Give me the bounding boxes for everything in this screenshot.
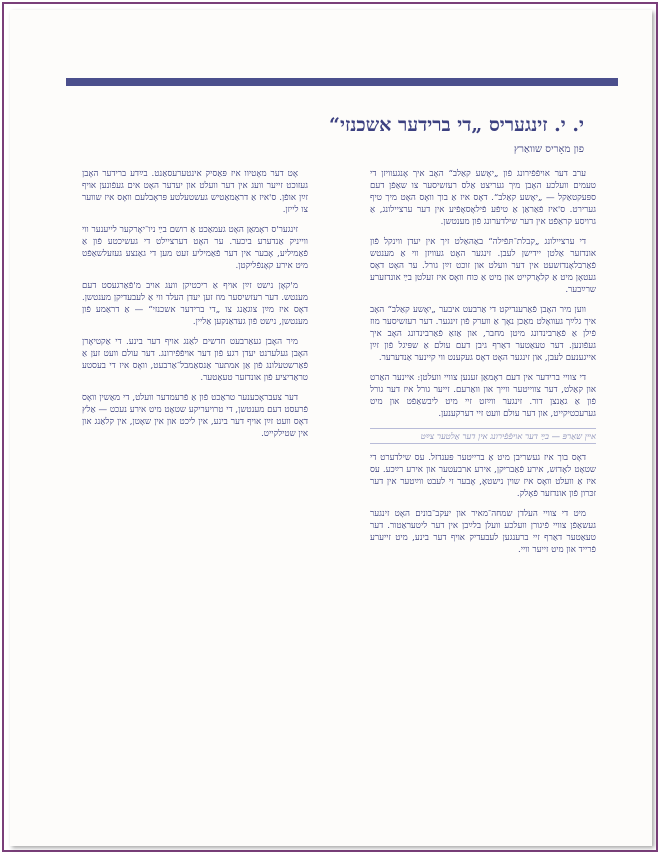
faded-caption: אײן שאַרפּ — בײַ דער אויפֿפֿירונג אין דער אַלטער צײַט: [370, 428, 596, 444]
paragraph: ערב דער אויפֿפֿירונג פֿון „יאָשע קאַלב“ האָב איך אָנגעוויזן די טעמים וועלכע האָבן מיך געריצט אַלס רעזשיסער צו שאַפֿן דעם ספּעקטאַקל — „יאָשע קאַלב“. דאָס איז אַ בוך וואָס האָט מיך טיף גערירט. ס'איז פֿאַראַן אַ טיפֿע פֿילאָסאָפֿיע אין דער ערציילונג, אַ גרויסע קראַפֿט אין דער שילדערונג פֿון מענטשן.: [370, 169, 596, 227]
paragraph: די צוויי ברידער אין דעם ראָמאַן זענען צוויי וועלטן: איינער האַרט און קאַלט, דער צווייטער ווייך און וואַרעם. זייער גורל איז דער גורל פֿון אַ גאַנצן דור. זינגער ווײַזט זיי מיט ליבשאַפֿט און מיט גערעכטיקייט, און דער עולם וועט זיי דערקענען.: [370, 373, 596, 419]
paragraph: דער צעבראָכענער טראַכט פֿון אַ פֿרעמדער וועלט, די מאַשין וואָס פֿרעסט דעם מענטשן, די טרויעריקע שטאָט מיט אירע נעכט — אַלץ דאָס וועט זײַן אויף דער בינע, אין ליכט און אין שאָטן, אין קלאַנג און אין שטילקייט.: [82, 393, 308, 439]
paragraph: אָט דער מאָטיוו איז פּאַסיק אינטערעסאַנט. בײַדע ברידער האָבן געזוכט זייער וועג אין דער וועלט און יעדער האָט אים געפֿונען אויף זײַן אופֿן. ס'איז אַ דראַמאַטיש געשטעלטע פּראָבלעם וואָס איז שווער צו לייזן.: [82, 169, 308, 215]
right-column: [370, 168, 596, 564]
article-byline: פון מאָריס שוואַרץ: [513, 144, 584, 155]
paragraph: דאָס בוך איז געשריבן מיט אַ ברייטער פּענדזל. עס שילדערט די שטאָט לאָדזש, אירע פֿאַבריקן, אירע ארבעטער און אירע רײַכע. עס איז אַ וועלט וואָס איז שוין נישטאָ, אָבער זי לעבט ווײַטער אין דער זכּרון פֿון אונדזער פֿאָלק.: [370, 453, 596, 499]
paragraph: מיר האָבן געאַרבעט חדשים לאַנג אויף דער בינע. די אַקטיאָרן האָבן געלערנט יעדן רגע פֿון דער אויפֿפֿירונג. דער עולם וועט זען אַ פֿאַרשטעלונג פֿון אַן אמתער אַנסאַמבל־אַרבעט, וואָס איז די בעסטע טראַדיציע פֿון אונדזער טעאַטער.: [82, 337, 308, 383]
paragraph: זינגער'ס ראָמאַן האָט געמאַכט אַ רושם בײַ ניו־יאָרקער לייענער ווי ווייניק אַנדערע ביכער. ער האָט דערציילט די געשיכטע פֿון אַ פֿאַמיליע, אָבער אין דער פֿאַמיליע זעט מען די גאַנצע געזעלשאַפֿט מיט אירע קאָנפֿליקטן.: [82, 225, 308, 271]
paragraph: ווען מיר האָבן פֿאַרענדיקט די אַרבעט איבער „יאָשע קאַלב“ האָב איך גלײַך געוואָלט מאַכן נאָך אַ ווערק פֿון זינגער. דער רעזשיסער מוז פֿילן אַ פֿאַרבינדונג מיטן מחבר, און אַזאַ פֿאַרבינדונג האָב איך געפֿונען. דער טעאַטער דאַרף גיבן דעם עולם אַ שפּיגל פֿון זײַן אייגענעם לעבן, און זינגער האָט דאָס געקענט ווי קיינער אַנדערער.: [370, 305, 596, 363]
paragraph: מ'קאָן נישט זײַן אויף אַ ריכטיקן וועג אויב מ'פֿאַרגעסט דעם מענטש. דער רעזשיסער מוז זען יעדן העלד ווי אַ לעבעדיקן מענטשן. דאָס איז מײַן צוגאַנג צו „די ברידער אשכנזי“ — אַ דראַמע פֿון מענטשן, נישט פֿון געדאַנקען אַליין.: [82, 281, 308, 327]
header-rule: [66, 78, 618, 86]
article-title: י. י. זינגעריס „די ברידער אשכנזי“: [329, 114, 584, 136]
left-column: [82, 168, 308, 448]
paragraph: די ערציילונג „קבלת־תּפֿילה“ באַהאַלט זיך אין יעדן ווינקל פֿון אונדזער אַלטן יידישן לעבן. זינגער האָט געוויזן ווי אַ מענטש פֿאַרבלאָנדזשעט אין דער וועלט און זוכט זײַן גורל. ער האָט דאָס געטאָן מיט אַ קלאָרקייט און מיט אַ כּוח וואָס איז זעלטן בײַ אונדזערע שרײַבער.: [370, 237, 596, 295]
paragraph: מיט די צוויי העלדן שמחה־מאיר און יעקב־בונים האָט זינגער געשאַפֿן צוויי פֿיגורן וועלכע וועלן בלײַבן אין דער ליטעראַטור. דער טעאַטער דאַרף זיי ברענגען לעבעדיק אויף דער בינע, מיט זייערע פֿרייד און מיט זייער וויי.: [370, 509, 596, 555]
